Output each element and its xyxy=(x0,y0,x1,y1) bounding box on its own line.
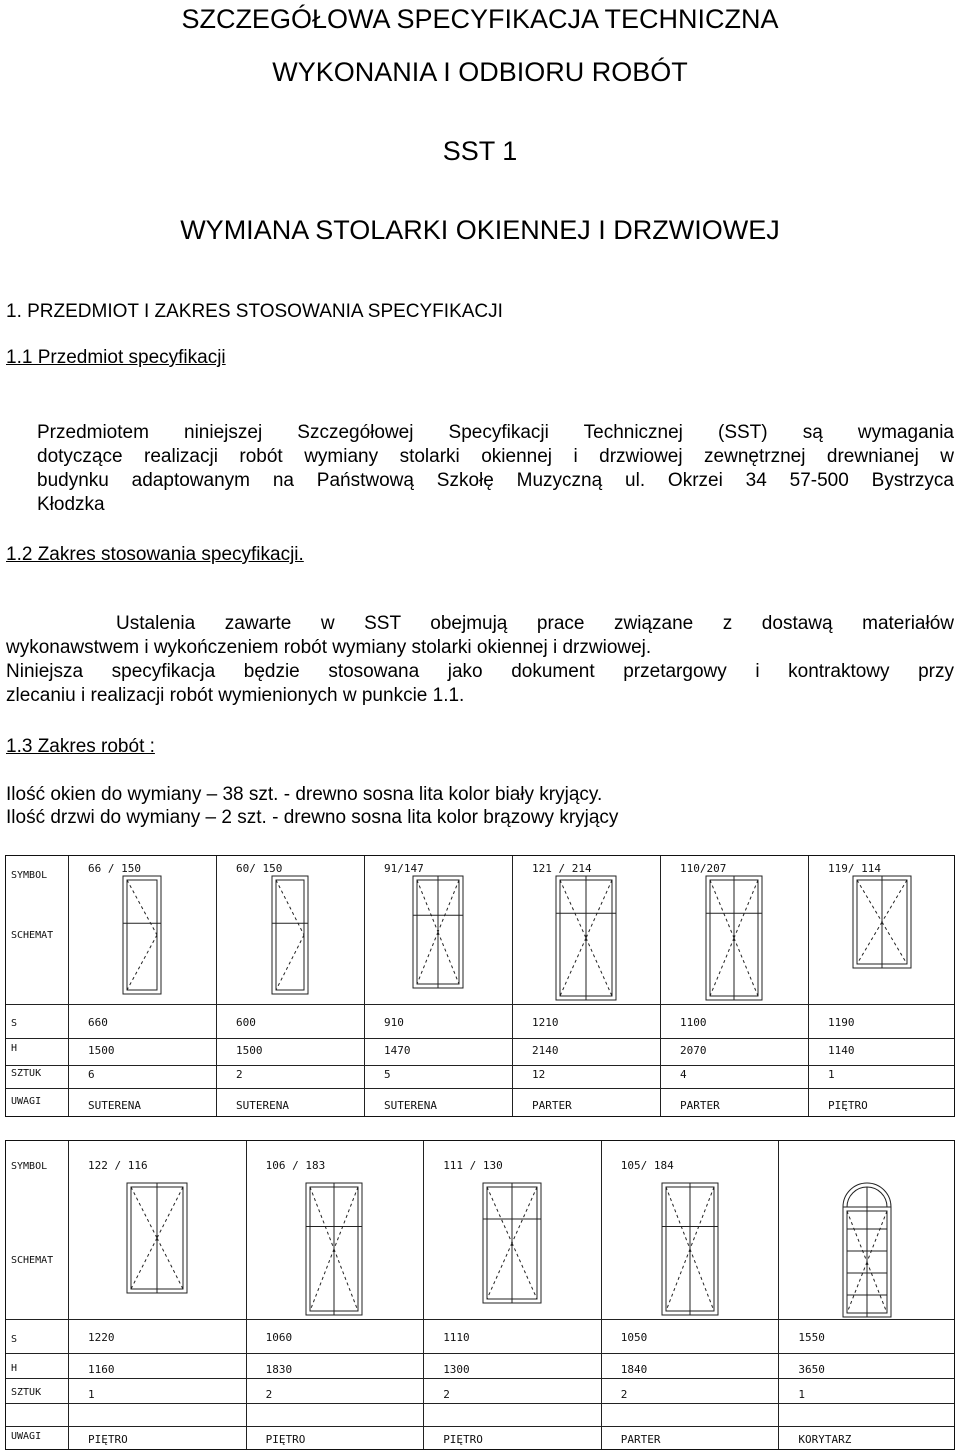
row-label-schemat: SCHEMAT xyxy=(11,930,54,941)
table-row-divider xyxy=(6,1353,954,1354)
cell-szt: 4 xyxy=(680,1068,687,1081)
window-schematic xyxy=(660,1181,720,1317)
cell-szt: 2 xyxy=(620,1388,628,1401)
cell-szt: 1 xyxy=(828,1068,835,1081)
table-column-divider xyxy=(660,856,661,1116)
windows-table-2 xyxy=(5,1140,955,1450)
paragraph-zakres xyxy=(6,612,954,708)
cell-symbol: 121 / 214 xyxy=(532,862,592,875)
paragraph-line: zlecaniu i realizacji robót wymienionych w punkcie 1.1. xyxy=(6,685,465,706)
paragraph-line: budynku adaptowanym na Państwową Szkołę Muzyczną ul. Okrzei 34 57-500 Bystrzyca xyxy=(37,470,954,491)
section-heading: 1. PRZEDMIOT I ZAKRES STOSOWANIA SPECYFIKACJI xyxy=(6,301,503,322)
table-row-divider xyxy=(6,1065,954,1066)
cell-s: 1210 xyxy=(532,1016,559,1029)
cell-h: 2070 xyxy=(680,1044,707,1057)
cell-uwagi: PARTER xyxy=(532,1099,572,1112)
cell-szt: 1 xyxy=(798,1388,806,1401)
doc-code: SST 1 xyxy=(442,136,518,166)
cell-s: 1100 xyxy=(680,1016,707,1029)
doc-subject: WYMIANA STOLARKI OKIENNEJ I DRZWIOWEJ xyxy=(180,215,780,245)
cell-szt: 2 xyxy=(443,1388,450,1401)
cell-symbol: 119/ 114 xyxy=(828,862,881,875)
cell-symbol: 105/ 184 xyxy=(620,1159,674,1172)
paragraph-line: wykonawstwem i wykończeniem robót wymiany stolarki okiennej i drzwiowej. xyxy=(6,637,652,658)
cell-symbol: 91/147 xyxy=(384,862,424,875)
window-schematic xyxy=(304,1181,364,1317)
row-label-h: H xyxy=(11,1043,18,1054)
cell-s: 1050 xyxy=(620,1331,648,1344)
cell-uwagi: PIĘTRO xyxy=(265,1433,306,1446)
window-schematic xyxy=(554,874,618,1002)
cell-s: 1220 xyxy=(88,1331,115,1344)
table-row-divider xyxy=(6,1403,954,1404)
table-row-divider xyxy=(6,1038,954,1039)
subsection-heading-1-3: 1.3 Zakres robót : xyxy=(6,736,155,757)
doc-title-line2: WYKONANIA I ODBIORU ROBÓT xyxy=(272,57,688,87)
table-column-divider xyxy=(68,856,69,1116)
cell-uwagi: PIĘTRO xyxy=(828,1099,868,1112)
doors-count-line: Ilość drzwi do wymiany – 2 szt. - drewno sosna lita kolor brązowy kryjący xyxy=(6,807,619,828)
window-schematic xyxy=(841,1181,893,1319)
paragraph-line: Niniejsza specyfikacja będzie stosowana jako dokument przetargowy i kontraktowy przy xyxy=(6,661,954,682)
cell-h: 1300 xyxy=(443,1363,470,1376)
cell-s: 1550 xyxy=(798,1331,825,1344)
cell-szt: 1 xyxy=(88,1388,95,1401)
cell-symbol: 122 / 116 xyxy=(88,1159,148,1172)
cell-szt: 6 xyxy=(88,1068,95,1081)
window-schematic xyxy=(481,1181,543,1305)
cell-s: 600 xyxy=(236,1016,256,1029)
row-label-schemat: SCHEMAT xyxy=(11,1255,54,1266)
table-column-divider xyxy=(512,856,513,1116)
cell-h: 1500 xyxy=(88,1044,115,1057)
cell-s: 910 xyxy=(384,1016,404,1029)
cell-s: 660 xyxy=(88,1016,108,1029)
paragraph-line: Przedmiotem niniejszej Szczegółowej Specyfikacji Technicznej (SST) są wymagania xyxy=(37,422,954,443)
row-label-symbol: SYMBOL xyxy=(11,1161,48,1172)
cell-szt: 2 xyxy=(236,1068,243,1081)
paragraph-line: Kłodzka xyxy=(37,494,105,515)
row-label-uwagi: UWAGI xyxy=(11,1431,42,1442)
cell-h: 2140 xyxy=(532,1044,559,1057)
cell-h: 1470 xyxy=(384,1044,411,1057)
cell-uwagi: PARTER xyxy=(620,1433,661,1446)
cell-szt: 12 xyxy=(532,1068,546,1081)
cell-symbol: 111 / 130 xyxy=(443,1159,503,1172)
row-label-h: H xyxy=(11,1363,18,1374)
cell-uwagi: SUTERENA xyxy=(384,1099,437,1112)
cell-h: 1140 xyxy=(828,1044,855,1057)
cell-h: 1840 xyxy=(620,1363,648,1376)
cell-szt: 5 xyxy=(384,1068,391,1081)
cell-symbol: 60/ 150 xyxy=(236,862,283,875)
table-row-divider xyxy=(6,1004,954,1005)
cell-s: 1110 xyxy=(443,1331,470,1344)
window-schematic xyxy=(121,874,163,996)
cell-uwagi: SUTERENA xyxy=(236,1099,289,1112)
table-row-divider xyxy=(6,1378,954,1379)
windows-table-1 xyxy=(5,855,955,1117)
window-schematic xyxy=(411,874,465,990)
table-row-divider xyxy=(6,1088,954,1089)
window-schematic xyxy=(125,1181,189,1295)
doc-title-line1: SZCZEGÓŁOWA SPECYFIKACJA TECHNICZNA xyxy=(181,4,779,34)
cell-symbol: 66 / 150 xyxy=(88,862,141,875)
row-label-sztuk: SZTUK xyxy=(11,1387,42,1398)
cell-h: 1160 xyxy=(88,1363,115,1376)
subsection-heading-1-1: 1.1 Przedmiot specyfikacji xyxy=(6,347,226,368)
row-label-s: S xyxy=(11,1334,18,1345)
cell-uwagi: SUTERENA xyxy=(88,1099,141,1112)
cell-uwagi: PARTER xyxy=(680,1099,720,1112)
cell-uwagi: PIĘTRO xyxy=(443,1433,483,1446)
table-row-divider xyxy=(6,1319,954,1320)
windows-count-line: Ilość okien do wymiany – 38 szt. - drewno sosna lita kolor biały kryjący. xyxy=(6,784,603,805)
paragraph-line: dotyczące realizacji robót wymiany stolarki okiennej i drzwiowej zewnętrznej drewnianej w xyxy=(37,446,954,467)
window-schematic xyxy=(851,874,913,970)
row-label-uwagi: UWAGI xyxy=(11,1096,42,1107)
window-schematic xyxy=(704,874,764,1002)
cell-uwagi: KORYTARZ xyxy=(798,1433,852,1446)
cell-s: 1190 xyxy=(828,1016,855,1029)
paragraph-przedmiot xyxy=(37,421,954,517)
table-column-divider xyxy=(808,856,809,1116)
cell-symbol: 110/207 xyxy=(680,862,727,875)
subsection-heading-1-2: 1.2 Zakres stosowania specyfikacji. xyxy=(6,544,304,565)
cell-h: 3650 xyxy=(798,1363,825,1376)
window-schematic xyxy=(270,874,310,996)
table-column-divider xyxy=(364,856,365,1116)
cell-szt: 2 xyxy=(265,1388,273,1401)
cell-h: 1500 xyxy=(236,1044,263,1057)
cell-s: 1060 xyxy=(265,1331,293,1344)
table-row-divider xyxy=(6,1426,954,1427)
table-column-divider xyxy=(216,856,217,1116)
cell-h: 1830 xyxy=(265,1363,293,1376)
row-label-symbol: SYMBOL xyxy=(11,870,48,881)
row-label-s: S xyxy=(11,1018,18,1029)
cell-uwagi: PIĘTRO xyxy=(88,1433,128,1446)
cell-symbol: 106 / 183 xyxy=(265,1159,326,1172)
row-label-sztuk: SZTUK xyxy=(11,1068,42,1079)
paragraph-line: Ustalenia zawarte w SST obejmują prace związane z dostawą materiałów xyxy=(116,613,954,634)
